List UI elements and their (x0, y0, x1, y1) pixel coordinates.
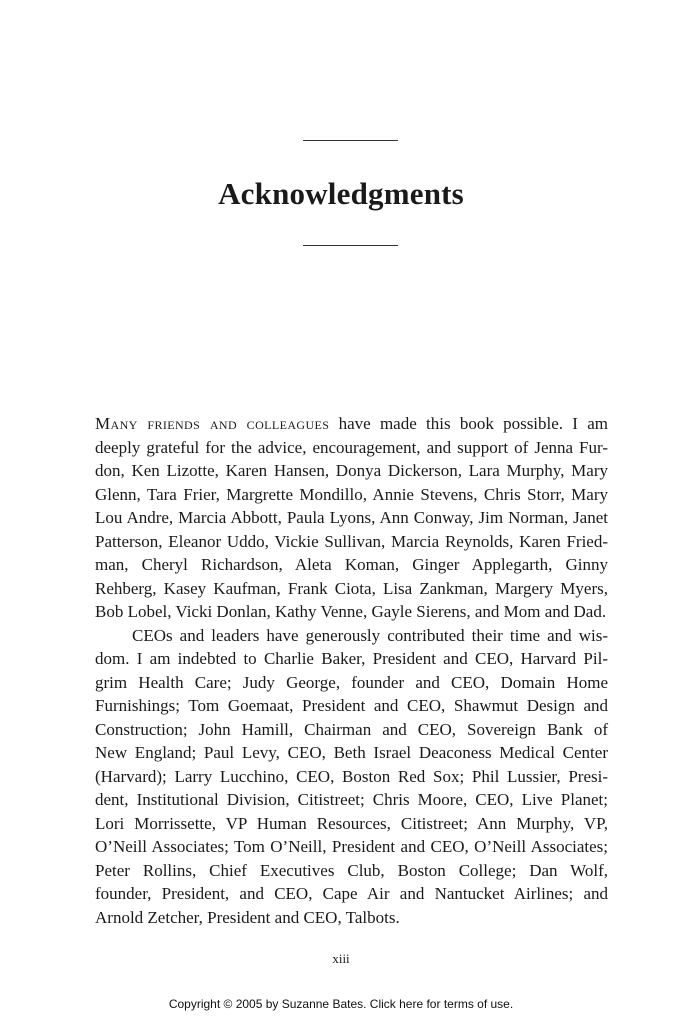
paragraph2-line: Furnishings; Tom Goemaat, President and CEO, Shawmut Design and (95, 696, 608, 715)
paragraph1-line: Rehberg, Kasey Kaufman, Frank Ciota, Lisa Zankman, Margery Myers, (95, 578, 608, 598)
acknowledgments-body (95, 412, 608, 929)
chapter-title: Acknowledgments (218, 176, 464, 211)
paragraph2-line: Peter Rollins, Chief Executives Club, Boston College; Dan Wolf, (95, 860, 608, 880)
title-rule-bottom (303, 245, 398, 246)
lead-in-rest: have made this book possible. I am (329, 414, 608, 433)
paragraph2-line: Lori Morrissette, VP Human Resources, Citistreet; Ann Murphy, VP, (95, 813, 608, 833)
paragraph2-line: founder, President, and CEO, Cape Air and Nantucket Airlines; and (95, 884, 608, 903)
paragraph1-line: Glenn, Tara Frier, Margrette Mondillo, Annie Stevens, Chris Storr, Mary (95, 484, 608, 504)
paragraph2-line: CEOs and leaders have generously contributed their time and wis- (132, 625, 608, 645)
title-rule-top (303, 140, 398, 141)
paragraph2-line: dent, Institutional Division, Citistreet; Chris Moore, CEO, Live Planet; (95, 790, 608, 809)
paragraph2-line: Construction; John Hamill, Chairman and CEO, Sovereign Bank of (95, 719, 608, 739)
paragraph2-line: dom. I am indebted to Charlie Baker, President and CEO, Harvard Pil- (95, 649, 608, 668)
paragraph2-line: New England; Paul Levy, CEO, Beth Israel Deaconess Medical Center (95, 743, 608, 762)
paragraph1-line: deeply grateful for the advice, encouragement, and support of Jenna Fur- (95, 437, 608, 457)
paragraph1-line: don, Ken Lizotte, Karen Hansen, Donya Dickerson, Lara Murphy, Mary (95, 461, 608, 480)
paragraph2-line: O’Neill Associates; Tom O’Neill, President and CEO, O’Neill Associates; (95, 837, 608, 856)
paragraph1-line: man, Cheryl Richardson, Aleta Koman, Ginger Applegarth, Ginny (95, 555, 608, 574)
paragraph2-line: Arnold Zetcher, President and CEO, Talbots. (95, 907, 400, 927)
lead-in-smallcaps: Many friends and colleagues (95, 414, 330, 433)
paragraph2-line: grim Health Care; Judy George, founder and CEO, Domain Home (95, 672, 608, 692)
paragraph1-line: Lou Andre, Marcia Abbott, Paula Lyons, Ann Conway, Jim Norman, Janet (95, 508, 608, 527)
copyright-terms-link[interactable]: Copyright © 2005 by Suzanne Bates. Click here for terms of use. (168, 997, 514, 1011)
paragraph1-lead-line (95, 412, 608, 436)
paragraph1-line: Patterson, Eleanor Uddo, Vickie Sullivan, Marcia Reynolds, Karen Fried- (95, 531, 608, 551)
paragraph1-line: Bob Lobel, Vicki Donlan, Kathy Venne, Gayle Sierens, and Mom and Dad. (95, 602, 607, 621)
page-number: xiii (332, 951, 350, 966)
paragraph2-line: (Harvard); Larry Lucchino, CEO, Boston Red Sox; Phil Lussier, Presi- (95, 766, 608, 786)
